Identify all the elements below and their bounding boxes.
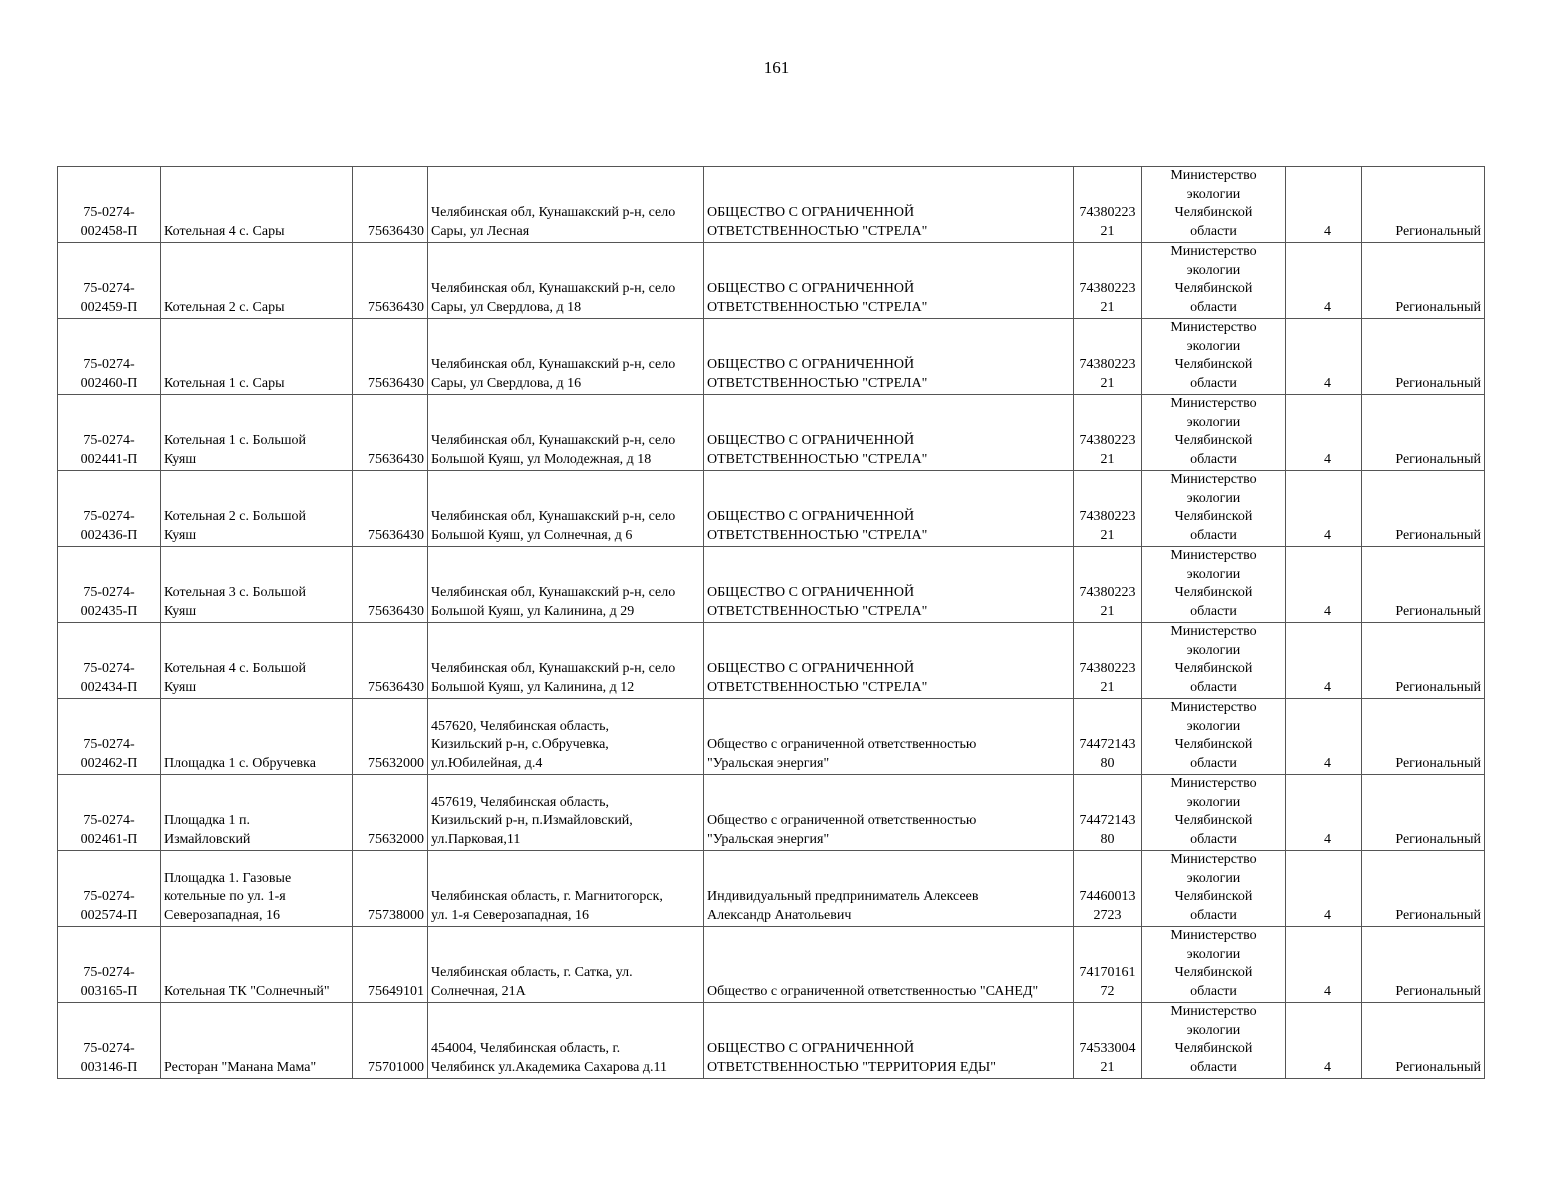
supervision-level-cell: Региональный bbox=[1362, 471, 1485, 547]
object-code-cell: 75-0274- 002441-П bbox=[58, 395, 161, 471]
authority-cell: Министерство экологии Челябинской области bbox=[1142, 927, 1286, 1003]
object-code-cell: 75-0274- 002434-П bbox=[58, 623, 161, 699]
object-code-cell: 75-0274- 002460-П bbox=[58, 319, 161, 395]
object-name-cell: Площадка 1 п. Измайловский bbox=[161, 775, 353, 851]
table-row bbox=[58, 927, 1485, 1003]
category-cell: 4 bbox=[1286, 699, 1362, 775]
inn-cell: 74533004 21 bbox=[1074, 1003, 1142, 1079]
table-row bbox=[58, 319, 1485, 395]
object-name-cell: Котельная 1 с. Большой Куяш bbox=[161, 395, 353, 471]
authority-cell: Министерство экологии Челябинской области bbox=[1142, 1003, 1286, 1079]
oktmo-cell: 75649101 bbox=[353, 927, 428, 1003]
object-code-cell: 75-0274- 002461-П bbox=[58, 775, 161, 851]
organization-cell: ОБЩЕСТВО С ОГРАНИЧЕННОЙ ОТВЕТСТВЕННОСТЬЮ "СТРЕЛА" bbox=[704, 623, 1074, 699]
category-cell: 4 bbox=[1286, 775, 1362, 851]
inn-cell: 74472143 80 bbox=[1074, 775, 1142, 851]
address-cell: 454004, Челябинская область, г. Челябинск ул.Академика Сахарова д.11 bbox=[428, 1003, 704, 1079]
supervision-level-cell: Региональный bbox=[1362, 851, 1485, 927]
inn-cell: 74460013 2723 bbox=[1074, 851, 1142, 927]
supervision-level-cell: Региональный bbox=[1362, 927, 1485, 1003]
category-cell: 4 bbox=[1286, 471, 1362, 547]
oktmo-cell: 75636430 bbox=[353, 547, 428, 623]
authority-cell: Министерство экологии Челябинской области bbox=[1142, 471, 1286, 547]
object-name-cell: Ресторан "Манана Мама" bbox=[161, 1003, 353, 1079]
category-cell: 4 bbox=[1286, 1003, 1362, 1079]
supervision-level-cell: Региональный bbox=[1362, 395, 1485, 471]
object-name-cell: Котельная 4 с. Большой Куяш bbox=[161, 623, 353, 699]
oktmo-cell: 75632000 bbox=[353, 775, 428, 851]
address-cell: 457619, Челябинская область, Кизильский р-н, п.Измайловский, ул.Парковая,11 bbox=[428, 775, 704, 851]
authority-cell: Министерство экологии Челябинской области bbox=[1142, 775, 1286, 851]
authority-cell: Министерство экологии Челябинской области bbox=[1142, 623, 1286, 699]
organization-cell: ОБЩЕСТВО С ОГРАНИЧЕННОЙ ОТВЕТСТВЕННОСТЬЮ "СТРЕЛА" bbox=[704, 395, 1074, 471]
category-cell: 4 bbox=[1286, 547, 1362, 623]
inn-cell: 74380223 21 bbox=[1074, 243, 1142, 319]
inn-cell: 74472143 80 bbox=[1074, 699, 1142, 775]
table-row bbox=[58, 167, 1485, 243]
object-code-cell: 75-0274- 002459-П bbox=[58, 243, 161, 319]
object-code-cell: 75-0274- 002436-П bbox=[58, 471, 161, 547]
organization-cell: ОБЩЕСТВО С ОГРАНИЧЕННОЙ ОТВЕТСТВЕННОСТЬЮ "СТРЕЛА" bbox=[704, 547, 1074, 623]
oktmo-cell: 75636430 bbox=[353, 319, 428, 395]
address-cell: 457620, Челябинская область, Кизильский р-н, с.Обручевка, ул.Юбилейная, д.4 bbox=[428, 699, 704, 775]
oktmo-cell: 75636430 bbox=[353, 243, 428, 319]
address-cell: Челябинская обл, Кунашакский р-н, село Большой Куяш, ул Солнечная, д 6 bbox=[428, 471, 704, 547]
object-name-cell: Котельная 2 с. Большой Куяш bbox=[161, 471, 353, 547]
authority-cell: Министерство экологии Челябинской области bbox=[1142, 851, 1286, 927]
organization-cell: ОБЩЕСТВО С ОГРАНИЧЕННОЙ ОТВЕТСТВЕННОСТЬЮ "СТРЕЛА" bbox=[704, 243, 1074, 319]
registry-table-body bbox=[58, 167, 1485, 1079]
oktmo-cell: 75636430 bbox=[353, 471, 428, 547]
oktmo-cell: 75738000 bbox=[353, 851, 428, 927]
object-name-cell: Котельная 4 с. Сары bbox=[161, 167, 353, 243]
organization-cell: Общество с ограниченной ответственностью "Уральская энергия" bbox=[704, 699, 1074, 775]
inn-cell: 74380223 21 bbox=[1074, 471, 1142, 547]
table-row bbox=[58, 1003, 1485, 1079]
inn-cell: 74380223 21 bbox=[1074, 167, 1142, 243]
supervision-level-cell: Региональный bbox=[1362, 319, 1485, 395]
organization-cell: ОБЩЕСТВО С ОГРАНИЧЕННОЙ ОТВЕТСТВЕННОСТЬЮ "ТЕРРИТОРИЯ ЕДЫ" bbox=[704, 1003, 1074, 1079]
oktmo-cell: 75701000 bbox=[353, 1003, 428, 1079]
authority-cell: Министерство экологии Челябинской области bbox=[1142, 167, 1286, 243]
object-code-cell: 75-0274- 002435-П bbox=[58, 547, 161, 623]
address-cell: Челябинская обл, Кунашакский р-н, село Сары, ул Свердлова, д 18 bbox=[428, 243, 704, 319]
object-code-cell: 75-0274- 003146-П bbox=[58, 1003, 161, 1079]
object-name-cell: Котельная 2 с. Сары bbox=[161, 243, 353, 319]
table-row bbox=[58, 851, 1485, 927]
supervision-level-cell: Региональный bbox=[1362, 623, 1485, 699]
address-cell: Челябинская обл, Кунашакский р-н, село Сары, ул Свердлова, д 16 bbox=[428, 319, 704, 395]
table-row bbox=[58, 243, 1485, 319]
supervision-level-cell: Региональный bbox=[1362, 167, 1485, 243]
category-cell: 4 bbox=[1286, 319, 1362, 395]
authority-cell: Министерство экологии Челябинской области bbox=[1142, 699, 1286, 775]
object-name-cell: Котельная 1 с. Сары bbox=[161, 319, 353, 395]
organization-cell: ОБЩЕСТВО С ОГРАНИЧЕННОЙ ОТВЕТСТВЕННОСТЬЮ "СТРЕЛА" bbox=[704, 167, 1074, 243]
category-cell: 4 bbox=[1286, 395, 1362, 471]
authority-cell: Министерство экологии Челябинской области bbox=[1142, 319, 1286, 395]
table-row bbox=[58, 395, 1485, 471]
address-cell: Челябинская область, г. Магнитогорск, ул. 1-я Северозападная, 16 bbox=[428, 851, 704, 927]
supervision-level-cell: Региональный bbox=[1362, 547, 1485, 623]
object-name-cell: Котельная 3 с. Большой Куяш bbox=[161, 547, 353, 623]
supervision-level-cell: Региональный bbox=[1362, 243, 1485, 319]
table-row bbox=[58, 623, 1485, 699]
address-cell: Челябинская обл, Кунашакский р-н, село Большой Куяш, ул Молодежная, д 18 bbox=[428, 395, 704, 471]
organization-cell: Индивидуальный предприниматель Алексеев Александр Анатольевич bbox=[704, 851, 1074, 927]
address-cell: Челябинская обл, Кунашакский р-н, село Сары, ул Лесная bbox=[428, 167, 704, 243]
object-name-cell: Площадка 1 с. Обручевка bbox=[161, 699, 353, 775]
object-code-cell: 75-0274- 002574-П bbox=[58, 851, 161, 927]
oktmo-cell: 75636430 bbox=[353, 167, 428, 243]
page-number: 161 bbox=[763, 58, 790, 77]
supervision-level-cell: Региональный bbox=[1362, 775, 1485, 851]
category-cell: 4 bbox=[1286, 927, 1362, 1003]
authority-cell: Министерство экологии Челябинской области bbox=[1142, 395, 1286, 471]
inn-cell: 74380223 21 bbox=[1074, 547, 1142, 623]
oktmo-cell: 75636430 bbox=[353, 623, 428, 699]
supervision-level-cell: Региональный bbox=[1362, 1003, 1485, 1079]
object-code-cell: 75-0274- 003165-П bbox=[58, 927, 161, 1003]
inn-cell: 74380223 21 bbox=[1074, 319, 1142, 395]
inn-cell: 74380223 21 bbox=[1074, 623, 1142, 699]
address-cell: Челябинская обл, Кунашакский р-н, село Большой Куяш, ул Калинина, д 12 bbox=[428, 623, 704, 699]
inn-cell: 74380223 21 bbox=[1074, 395, 1142, 471]
category-cell: 4 bbox=[1286, 851, 1362, 927]
organization-cell: ОБЩЕСТВО С ОГРАНИЧЕННОЙ ОТВЕТСТВЕННОСТЬЮ "СТРЕЛА" bbox=[704, 319, 1074, 395]
organization-cell: Общество с ограниченной ответственностью "Уральская энергия" bbox=[704, 775, 1074, 851]
object-code-cell: 75-0274- 002458-П bbox=[58, 167, 161, 243]
object-name-cell: Площадка 1. Газовые котельные по ул. 1-я Северозападная, 16 bbox=[161, 851, 353, 927]
address-cell: Челябинская область, г. Сатка, ул. Солнечная, 21А bbox=[428, 927, 704, 1003]
registry-table bbox=[57, 166, 1485, 1079]
organization-cell: Общество с ограниченной ответственностью "САНЕД" bbox=[704, 927, 1074, 1003]
table-row bbox=[58, 775, 1485, 851]
authority-cell: Министерство экологии Челябинской области bbox=[1142, 243, 1286, 319]
inn-cell: 74170161 72 bbox=[1074, 927, 1142, 1003]
address-cell: Челябинская обл, Кунашакский р-н, село Большой Куяш, ул Калинина, д 29 bbox=[428, 547, 704, 623]
supervision-level-cell: Региональный bbox=[1362, 699, 1485, 775]
authority-cell: Министерство экологии Челябинской области bbox=[1142, 547, 1286, 623]
organization-cell: ОБЩЕСТВО С ОГРАНИЧЕННОЙ ОТВЕТСТВЕННОСТЬЮ "СТРЕЛА" bbox=[704, 471, 1074, 547]
category-cell: 4 bbox=[1286, 243, 1362, 319]
object-name-cell: Котельная ТК "Солнечный" bbox=[161, 927, 353, 1003]
table-row bbox=[58, 471, 1485, 547]
category-cell: 4 bbox=[1286, 623, 1362, 699]
table-row bbox=[58, 547, 1485, 623]
object-code-cell: 75-0274- 002462-П bbox=[58, 699, 161, 775]
category-cell: 4 bbox=[1286, 167, 1362, 243]
oktmo-cell: 75636430 bbox=[353, 395, 428, 471]
table-row bbox=[58, 699, 1485, 775]
oktmo-cell: 75632000 bbox=[353, 699, 428, 775]
